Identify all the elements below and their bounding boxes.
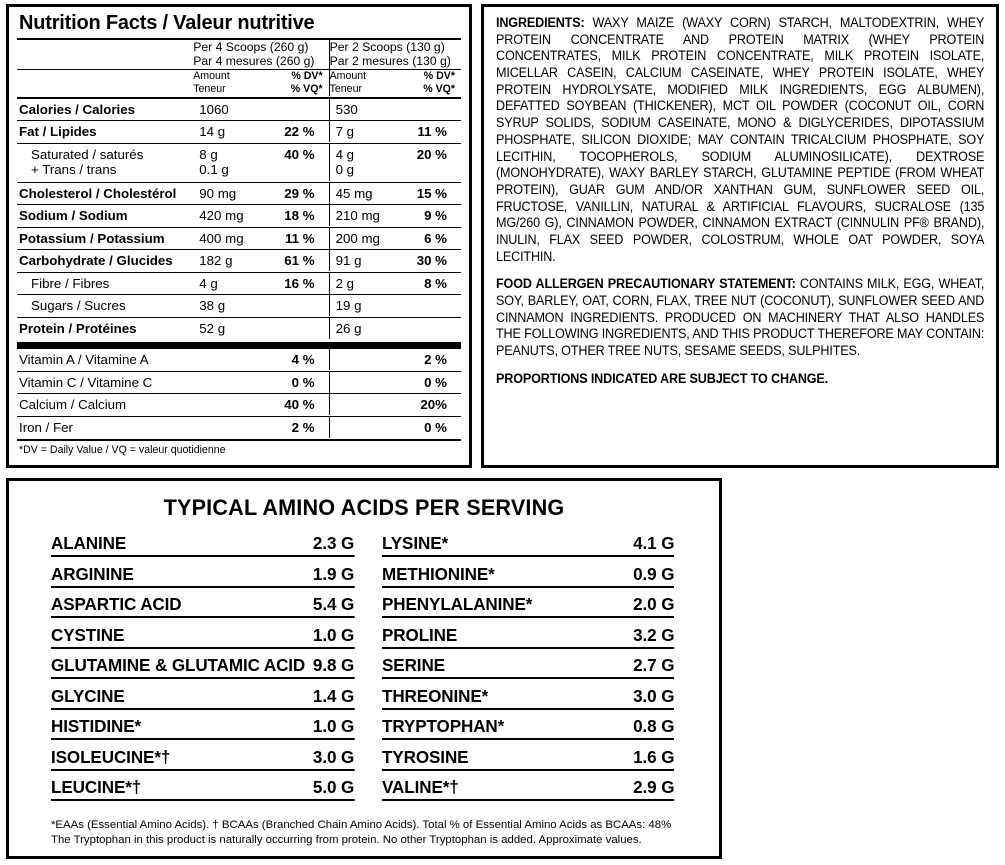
list-item: PROLINE 3.2 G [382, 623, 674, 649]
list-item: HISTIDINE* 1.0 G [51, 714, 354, 740]
amino-acids-panel [6, 478, 722, 859]
list-item: TYROSINE 1.6 G [382, 745, 674, 771]
list-item: ISOLEUCINE*† 3.0 G [51, 745, 354, 771]
list-item: GLYCINE 1.4 G [51, 684, 354, 710]
saturated-label: Saturated / saturés [31, 146, 144, 162]
daily-value-footnote: *DV = Daily Value / VQ = valeur quotidienne [19, 443, 226, 456]
dv-label-en: % DV* [291, 70, 323, 83]
amino-acids-column-left [51, 531, 364, 806]
list-item: VALINE*† 2.9 G [382, 775, 674, 801]
ingredients-paragraph [496, 15, 984, 265]
allergen-text: CONTAINS MILK, EGG, WHEAT, SOY, BARLEY, OAT, CORN, FLAX, TREE NUT (COCONUT), SUNFLOWER SEED AND CINNAMON INGREDIENTS. PRODUCED ON MACHINERY THAT ALSO HANDLES THE FOLLOWING INGREDIENTS, AND THIS PRODUCT THEREFORE MAY CONTAIN: PEANUTS, OTHER TREE NUTS, SESAME SEEDS, SULPHITES. [496, 276, 985, 359]
trans-b: 0 g [335, 162, 355, 178]
list-item: GLUTAMINE & GLUTAMIC ACID 9.8 G [51, 653, 354, 679]
serving-size-col-a [193, 39, 329, 69]
table-row: Protein / Protéines 52 g 26 g [17, 317, 461, 339]
table-row: Carbohydrate / Glucides 182 g 61 % 91 g 30 % [17, 250, 461, 272]
trans-a: 0.1 g [199, 162, 229, 178]
ingredients-heading: INGREDIENTS: [496, 15, 585, 30]
amino-footnote-2: The Tryptophan in this product is naturally occurring from protein. No other Tryptophan is added. Approximate values. [51, 833, 642, 846]
list-item: LYSINE* 4.1 G [382, 531, 674, 557]
table-row: Fat / Lipides 14 g 22 % 7 g 11 % [17, 121, 461, 143]
serving-b-fr: Par 2 mesures (130 g) [329, 54, 451, 69]
dv-label-en-b: % DV* [423, 70, 455, 83]
nutrition-table-body [17, 37, 461, 440]
amount-header-col-b [329, 70, 461, 96]
amino-acids-columns [23, 531, 705, 806]
list-item: SERINE 2.7 G [382, 653, 674, 679]
amount-label-fr-b: Teneur [329, 82, 362, 95]
amount-header-col-a [193, 70, 329, 96]
allergen-heading: FOOD ALLERGEN PRECAUTIONARY STATEMENT: [496, 276, 796, 292]
table-row: Calcium / Calcium 40 % 20% [17, 394, 461, 416]
serving-size-row [17, 39, 461, 69]
ingredients-text: WAXY MAIZE (WAXY CORN) STARCH, MALTODEXTRIN, WHEY PROTEIN CONCENTRATE AND PROTEIN MATRIX (WHEY PROTEIN CONCENTRATES, MILK PROTEIN CONCENTRATE, MILK PROTEIN ISOLATE, MICELLAR CASEIN, CALCIUM CASEINATE, WHEY PROTEIN ISOLATE, WHEY PROTEIN HYDROLYSATE, MODIFIED MILK INGREDIENTS, EGG ALBUMEN), DEFATTED SOYBEAN (THICKENER), MCT OIL POWDER (COCONUT OIL, CORN SYRUP SOLIDS, SODIUM CASEINATE, MONO & DIGLYCERIDES, DIPOTASSIUM PHOSPHATE, SILICON DIOXIDE; MAY CONTAIN TRICALCIUM PHOSPHATE, SOY LECITHIN, TOCOPHEROLS, SODIUM ALUMINOSILICATE), DEXTROSE (MONOHYDRATE), WAXY BARLEY STARCH, GLUTAMINE PEPTIDE (FROM WHEAT PROTEIN), GUAR GUM AND/OR XANTHAN GUM, SUNFLOWER SEED OIL, FRUCTOSE, VANILLIN, NATURAL & ARTIFICIAL FLAVOURS, SUCRALOSE (135 MG/260 G), CINNAMON POWDER, CINNAMON EXTRACT (CINNULIN PF® BRAND), INULIN, FLAX SEED POWDER, COLOSTRUM, WHOLE OAT POWDER, SOYA LECITHIN. [496, 15, 985, 264]
list-item: ARGININE 1.9 G [51, 562, 354, 588]
list-item: ALANINE 2.3 G [51, 531, 354, 557]
table-row: Fibre / Fibres 4 g 16 % 2 g 8 % [17, 272, 461, 294]
amino-acids-column-right [382, 531, 683, 806]
table-row: Saturated / saturés + Trans / trans 8 g 0.1 g 40 % 4 g 0 g 20 % [17, 143, 461, 181]
amino-acids-footnotes [23, 806, 705, 848]
trans-label: + Trans / trans [31, 162, 117, 178]
table-row: Sugars / Sucres 38 g 19 g [17, 295, 461, 317]
nutrition-facts-title: Nutrition Facts / Valeur nutritive [19, 12, 315, 34]
nutrition-facts-panel [6, 4, 472, 468]
table-row: Cholesterol / Cholestérol 90 mg 29 % 45 mg 15 % [17, 182, 461, 204]
serving-a-en: Per 4 Scoops (260 g) [193, 40, 309, 54]
list-item: ASPARTIC ACID 5.4 G [51, 592, 354, 618]
list-item: LEUCINE*† 5.0 G [51, 775, 354, 801]
sat-a: 8 g [199, 146, 218, 162]
amount-label-en: Amount [193, 70, 230, 83]
serving-a-fr: Par 4 mesures (260 g) [193, 54, 315, 69]
amino-footnote-1: *EAAs (Essential Amino Acids). † BCAAs (Branched Chain Amino Acids). Total % of Essential Amino Acids as BCAAs: 48% [51, 818, 672, 831]
list-item: PHENYLALANINE* 2.0 G [382, 592, 674, 618]
table-row: Calories / Calories 1060 530 [17, 98, 461, 120]
sat-b: 4 g [335, 146, 355, 162]
amount-label-fr: Teneur [193, 82, 226, 95]
dv-label-fr: % VQ* [290, 82, 323, 95]
amount-label-en-b: Amount [329, 70, 367, 83]
table-row: Vitamin C / Vitamine C 0 % 0 % [17, 371, 461, 393]
dv-label-fr-b: % VQ* [423, 82, 455, 95]
table-row: Vitamin A / Vitamine A 4 % 2 % [17, 346, 461, 371]
table-row: Potassium / Potassium 400 mg 11 % 200 mg 6 % [17, 227, 461, 249]
proportions-note: PROPORTIONS INDICATED ARE SUBJECT TO CHANGE. [496, 370, 829, 386]
amount-header-row [17, 70, 461, 96]
table-row: Sodium / Sodium 420 mg 18 % 210 mg 9 % [17, 205, 461, 227]
nutrition-table [17, 37, 461, 441]
serving-b-en: Per 2 Scoops (130 g) [329, 40, 445, 54]
list-item: CYSTINE 1.0 G [51, 623, 354, 649]
serving-size-col-b [329, 39, 461, 69]
list-item: TRYPTOPHAN* 0.8 G [382, 714, 674, 740]
ingredients-body [496, 15, 984, 387]
allergen-paragraph [496, 276, 984, 359]
list-item: METHIONINE* 0.9 G [382, 562, 674, 588]
table-row: Iron / Fer 2 % 0 % [17, 416, 461, 438]
amino-acids-title: TYPICAL AMINO ACIDS PER SERVING [163, 495, 565, 520]
ingredients-panel [481, 4, 999, 468]
list-item: THREONINE* 3.0 G [382, 684, 674, 710]
